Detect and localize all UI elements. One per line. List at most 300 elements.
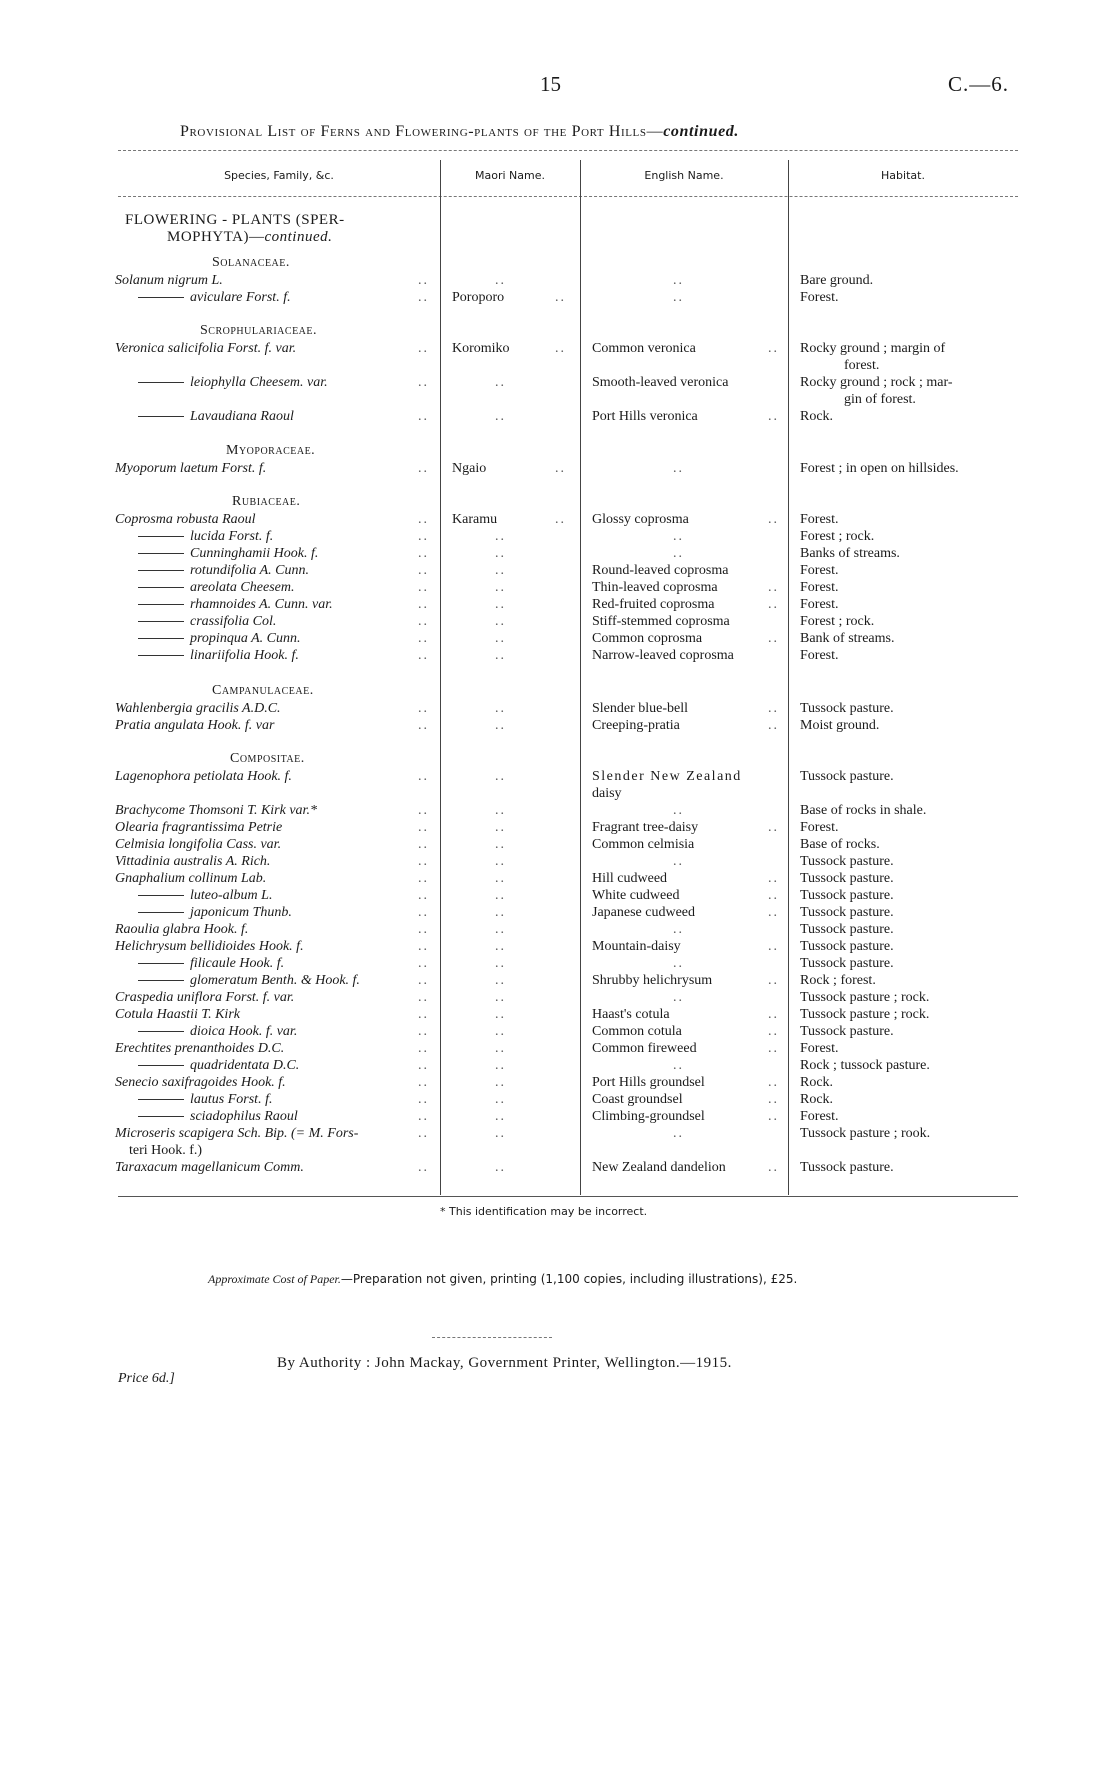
maori-name-cell: .. <box>495 546 506 561</box>
maori-name-cell: .. <box>495 273 506 288</box>
habitat-text-cont: forest. <box>844 358 880 373</box>
species-cell <box>138 545 438 562</box>
habitat-cell <box>800 1074 1020 1091</box>
english-name-cell: .. <box>673 273 684 288</box>
species-cell <box>115 802 415 819</box>
habitat-text: Tussock pasture. <box>800 1024 894 1039</box>
maori-name-cell: .. <box>495 1092 506 1107</box>
habitat-cell <box>800 853 1020 870</box>
leader-dots: .. <box>768 718 779 733</box>
maori-name-cell: .. <box>495 973 506 988</box>
leader-dots: .. <box>768 631 779 646</box>
english-name-cell <box>592 630 787 647</box>
english-name-cell: .. <box>673 803 684 818</box>
habitat-text: Rock ; forest. <box>800 973 876 988</box>
english-name: White cudweed <box>592 888 680 903</box>
leader-dots: .. <box>418 273 429 288</box>
leader-dots: .. <box>418 990 429 1005</box>
leader-dots: .. <box>418 529 429 544</box>
ditto-dash <box>138 1116 184 1117</box>
maori-name-cell: .. <box>495 1024 506 1039</box>
english-name: Common cotula <box>592 1024 682 1039</box>
habitat-cell <box>800 1006 1020 1023</box>
species-cell <box>138 1091 438 1108</box>
ditto-dash <box>138 638 184 639</box>
habitat-text: Forest. <box>800 597 839 612</box>
english-name-cell <box>592 613 787 630</box>
section-heading-cont: continued. <box>264 229 333 245</box>
english-name-cell <box>592 647 787 664</box>
maori-name-cell: .. <box>495 1160 506 1175</box>
species-cell <box>138 887 438 904</box>
habitat-text: Tussock pasture. <box>800 922 894 937</box>
leader-dots: .. <box>768 871 779 886</box>
footnote: * This identification may be incorrect. <box>440 1205 648 1218</box>
ditto-dash <box>138 587 184 588</box>
species-cell <box>138 289 438 306</box>
english-name: Hill cudweed <box>592 871 668 886</box>
maori-name-cell: .. <box>495 905 506 920</box>
habitat-cell <box>800 972 1020 989</box>
habitat-cell <box>800 408 1020 425</box>
leader-dots: .. <box>768 905 779 920</box>
english-name: Common fireweed <box>592 1041 697 1056</box>
english-name-cell <box>592 511 787 528</box>
habitat-cell <box>800 717 1020 734</box>
table-row <box>0 545 1114 562</box>
table-row <box>0 1091 1114 1108</box>
habitat-text: Rocky ground ; rock ; mar- <box>800 375 953 390</box>
species-name: Veronica salicifolia Forst. f. var. <box>115 341 297 356</box>
maori-name-cell: .. <box>495 1007 506 1022</box>
habitat-cell <box>800 836 1020 853</box>
english-name: Slender blue-bell <box>592 701 689 716</box>
table-row <box>0 272 1114 289</box>
leader-dots: .. <box>418 854 429 869</box>
species-name: Craspedia uniflora Forst. f. var. <box>115 990 295 1005</box>
table-row <box>0 408 1114 425</box>
english-name: Japanese cudweed <box>592 905 696 920</box>
maori-name-cell: .. <box>495 769 506 784</box>
table-row <box>0 717 1114 734</box>
table-row <box>0 511 1114 528</box>
english-name: Port Hills veronica <box>592 409 698 424</box>
species-cell <box>138 1108 438 1125</box>
habitat-cell <box>800 870 1020 887</box>
leader-dots: .. <box>418 1075 429 1090</box>
maori-name-cell: .. <box>495 956 506 971</box>
leader-dots: .. <box>418 803 429 818</box>
species-name: Brachycome Thomsoni T. Kirk var.* <box>115 803 317 818</box>
english-name-cell <box>592 408 787 425</box>
species-cell <box>115 989 415 1006</box>
ditto-dash <box>138 912 184 913</box>
species-cell <box>138 647 438 664</box>
english-name-cell <box>592 562 787 579</box>
ditto-dash <box>138 416 184 417</box>
habitat-cell <box>800 938 1020 955</box>
species-cell <box>115 700 415 717</box>
english-name: Narrow-leaved coprosma <box>592 648 734 663</box>
leader-dots: .. <box>418 597 429 612</box>
english-name-cell: .. <box>673 1126 684 1141</box>
table-row <box>0 374 1114 407</box>
species-cell <box>115 768 415 785</box>
species-name: Vittadinia australis A. Rich. <box>115 854 271 869</box>
table-bottom-rule <box>118 1196 1018 1197</box>
species-name: Microseris scapigera Sch. Bip. (= M. Fors- <box>115 1126 359 1141</box>
leader-dots: .. <box>768 973 779 988</box>
english-name-cell <box>592 972 787 989</box>
ditto-dash <box>138 1099 184 1100</box>
english-name-cell <box>592 340 787 357</box>
species-cell <box>115 511 415 528</box>
english-name-cell <box>592 938 787 955</box>
english-name-cell: .. <box>673 546 684 561</box>
ditto-dash <box>138 963 184 964</box>
ditto-dash <box>138 536 184 537</box>
habitat-cell <box>800 340 1020 374</box>
leader-dots: .. <box>418 631 429 646</box>
ditto-dash <box>138 382 184 383</box>
habitat-cell <box>800 460 1020 477</box>
habitat-cell <box>800 647 1020 664</box>
table-row <box>0 1074 1114 1091</box>
table-row <box>0 579 1114 596</box>
table-top-rule <box>118 150 1018 151</box>
english-name: Shrubby helichrysum <box>592 973 713 988</box>
leader-dots: .. <box>768 341 779 356</box>
english-name-cell <box>592 819 787 836</box>
leader-dots: .. <box>555 341 566 356</box>
english-name: Thin-leaved coprosma <box>592 580 718 595</box>
english-name: Common coprosma <box>592 631 703 646</box>
habitat-cell <box>800 802 1020 819</box>
species-cell <box>138 562 438 579</box>
leader-dots: .. <box>768 1109 779 1124</box>
table-row <box>0 904 1114 921</box>
leader-dots: .. <box>418 341 429 356</box>
species-cell <box>115 717 415 734</box>
table-row <box>0 340 1114 373</box>
habitat-text: Tussock pasture. <box>800 956 894 971</box>
habitat-cell <box>800 545 1020 562</box>
maori-name-cell: .. <box>495 375 506 390</box>
leader-dots: .. <box>418 614 429 629</box>
habitat-cell <box>800 1125 1020 1142</box>
english-name: New Zealand dandelion <box>592 1160 726 1175</box>
species-name: japonicum Thunb. <box>190 905 292 920</box>
habitat-text: Forest. <box>800 648 839 663</box>
footer-rule <box>432 1337 552 1338</box>
leader-dots: .. <box>418 701 429 716</box>
habitat-cell <box>800 289 1020 306</box>
english-name-cell <box>592 1074 787 1091</box>
cost-label: Approximate Cost of Paper. <box>208 1272 341 1286</box>
leader-dots: .. <box>418 1092 429 1107</box>
habitat-text: Forest. <box>800 563 839 578</box>
maori-name-cell: .. <box>495 580 506 595</box>
species-cell <box>138 904 438 921</box>
habitat-text: Forest. <box>800 820 839 835</box>
species-name: Wahlenbergia gracilis A.D.C. <box>115 701 281 716</box>
leader-dots: .. <box>418 871 429 886</box>
table-row <box>0 1108 1114 1125</box>
maori-name-cell: .. <box>495 854 506 869</box>
family-heading: Scrophulariaceae. <box>200 323 318 338</box>
english-name-cell: .. <box>673 290 684 305</box>
habitat-text: Tussock pasture. <box>800 871 894 886</box>
section-heading-line2: MOPHYTA)— <box>167 229 265 245</box>
habitat-cell <box>800 562 1020 579</box>
species-name: Helichrysum bellidioides Hook. f. <box>115 939 304 954</box>
ditto-dash <box>138 895 184 896</box>
species-name: leiophylla Cheesem. var. <box>190 375 328 390</box>
habitat-cell <box>800 1091 1020 1108</box>
habitat-cell <box>800 768 1020 785</box>
species-name: Olearia fragrantissima Petrie <box>115 820 283 835</box>
species-cell <box>115 853 415 870</box>
leader-dots: .. <box>555 512 566 527</box>
leader-dots: .. <box>418 837 429 852</box>
table-row <box>0 870 1114 887</box>
species-cell <box>115 819 415 836</box>
leader-dots: .. <box>418 905 429 920</box>
maori-name-cell: Koromiko <box>452 341 510 356</box>
habitat-cell <box>800 989 1020 1006</box>
table-row <box>0 630 1114 647</box>
page-number: 15 <box>540 72 561 96</box>
maori-name-cell: .. <box>495 990 506 1005</box>
table-row <box>0 1159 1114 1176</box>
ditto-dash <box>138 1031 184 1032</box>
habitat-text: Forest. <box>800 290 839 305</box>
leader-dots: .. <box>418 956 429 971</box>
family-heading: Campanulaceae. <box>212 683 314 698</box>
leader-dots: .. <box>768 1075 779 1090</box>
maori-name-cell: .. <box>495 837 506 852</box>
species-cell <box>115 460 415 477</box>
species-name: propinqua A. Cunn. <box>190 631 301 646</box>
leader-dots: .. <box>768 409 779 424</box>
maori-name-cell: .. <box>495 922 506 937</box>
maori-name-cell: .. <box>495 614 506 629</box>
species-name: Myoporum laetum Forst. f. <box>115 461 267 476</box>
english-name-cont: daisy <box>592 786 622 801</box>
maori-name-cell: .. <box>495 529 506 544</box>
species-name: crassifolia Col. <box>190 614 277 629</box>
species-cell <box>115 921 415 938</box>
habitat-cell <box>800 1159 1020 1176</box>
maori-name-cell: .. <box>495 888 506 903</box>
table-row <box>0 1040 1114 1057</box>
leader-dots: .. <box>418 888 429 903</box>
habitat-cell <box>800 819 1020 836</box>
species-name: lucida Forst. f. <box>190 529 274 544</box>
ditto-dash <box>138 297 184 298</box>
table-row <box>0 700 1114 717</box>
family-heading: Solanaceae. <box>212 255 290 270</box>
table-row <box>0 938 1114 955</box>
leader-dots: .. <box>418 546 429 561</box>
english-name: Red-fruited coprosma <box>592 597 715 612</box>
table-row <box>0 528 1114 545</box>
habitat-text: Base of rocks. <box>800 837 880 852</box>
species-cell <box>115 1159 415 1176</box>
species-name: dioica Hook. f. var. <box>190 1024 298 1039</box>
maori-name-cell: .. <box>495 871 506 886</box>
english-name-cell <box>592 1159 787 1176</box>
table-row <box>0 921 1114 938</box>
title-continued: continued. <box>663 123 739 140</box>
habitat-text: Tussock pasture. <box>800 888 894 903</box>
header-bottom-rule <box>118 196 1018 197</box>
species-cell <box>115 340 415 357</box>
price: Price 6d.] <box>118 1371 175 1386</box>
leader-dots: .. <box>418 973 429 988</box>
habitat-cell <box>800 613 1020 630</box>
english-name-cell: .. <box>673 990 684 1005</box>
leader-dots: .. <box>418 375 429 390</box>
habitat-text: Forest ; rock. <box>800 529 875 544</box>
habitat-text: Forest. <box>800 1109 839 1124</box>
habitat-text: Tussock pasture. <box>800 701 894 716</box>
habitat-cell <box>800 904 1020 921</box>
species-name: Senecio saxifragoides Hook. f. <box>115 1075 286 1090</box>
leader-dots: .. <box>768 1160 779 1175</box>
species-name: filicaule Hook. f. <box>190 956 285 971</box>
habitat-cell <box>800 1057 1020 1074</box>
table-row <box>0 460 1114 477</box>
cost-of-paper <box>208 1272 797 1287</box>
habitat-text: Rock. <box>800 409 834 424</box>
species-name: areolata Cheesem. <box>190 580 295 595</box>
ditto-dash <box>138 621 184 622</box>
maori-name-cell: .. <box>495 563 506 578</box>
english-name-cell <box>592 1023 787 1040</box>
habitat-cell <box>800 700 1020 717</box>
table-row <box>0 1057 1114 1074</box>
species-name: Taraxacum magellanicum Comm. <box>115 1160 304 1175</box>
english-name-cell: .. <box>673 956 684 971</box>
table-row <box>0 989 1114 1006</box>
species-name: rhamnoides A. Cunn. var. <box>190 597 333 612</box>
maori-name-cell: .. <box>495 648 506 663</box>
habitat-cell <box>800 955 1020 972</box>
species-name: sciadophilus Raoul <box>190 1109 298 1124</box>
species-name: Coprosma robusta Raoul <box>115 512 256 527</box>
species-cell <box>138 374 438 391</box>
habitat-text: Forest. <box>800 512 839 527</box>
habitat-text: Tussock pasture ; rock. <box>800 1007 930 1022</box>
habitat-cell <box>800 1023 1020 1040</box>
ditto-dash <box>138 655 184 656</box>
english-name-cell <box>592 836 787 853</box>
species-cell <box>115 836 415 853</box>
species-cell <box>115 1074 415 1091</box>
habitat-text: Moist ground. <box>800 718 880 733</box>
leader-dots: .. <box>768 1041 779 1056</box>
species-name: quadridentata D.C. <box>190 1058 300 1073</box>
english-name-cell <box>592 768 787 802</box>
habitat-cell <box>800 1108 1020 1125</box>
species-cell <box>138 408 438 425</box>
english-name-cell <box>592 870 787 887</box>
cost-text: —Preparation not given, printing (1,100 copies, including illustrations), £25. <box>340 1272 798 1286</box>
habitat-cell <box>800 528 1020 545</box>
family-heading: Myoporaceae. <box>226 443 316 458</box>
english-name-cell: .. <box>673 461 684 476</box>
leader-dots: .. <box>418 461 429 476</box>
ditto-dash <box>138 1065 184 1066</box>
leader-dots: .. <box>555 461 566 476</box>
english-name-cell <box>592 904 787 921</box>
table-row <box>0 887 1114 904</box>
species-name: linariifolia Hook. f. <box>190 648 299 663</box>
table-row <box>0 1125 1114 1158</box>
english-name: Climbing-groundsel <box>592 1109 705 1124</box>
leader-dots: .. <box>418 1007 429 1022</box>
species-name: Lavaudiana Raoul <box>190 409 294 424</box>
habitat-text: Rocky ground ; margin of <box>800 341 946 356</box>
english-name-cell: .. <box>673 922 684 937</box>
table-row <box>0 955 1114 972</box>
table-row <box>0 853 1114 870</box>
species-cell <box>138 1057 438 1074</box>
maori-name-cell: .. <box>495 803 506 818</box>
species-cell <box>115 1125 415 1159</box>
species-cell <box>115 870 415 887</box>
maori-name-cell: .. <box>495 701 506 716</box>
document-reference: C.—6. <box>948 72 1010 96</box>
table-row <box>0 289 1114 306</box>
english-name: Fragrant tree-daisy <box>592 820 699 835</box>
habitat-cell <box>800 1040 1020 1057</box>
species-name: Lagenophora petiolata Hook. f. <box>115 769 292 784</box>
maori-name-cell: .. <box>495 939 506 954</box>
english-name-cell <box>592 374 787 391</box>
species-cell <box>115 938 415 955</box>
english-name: Common veronica <box>592 341 696 356</box>
species-name: Celmisia longifolia Cass. var. <box>115 837 282 852</box>
english-name-cell <box>592 1040 787 1057</box>
species-cell <box>138 528 438 545</box>
leader-dots: .. <box>418 939 429 954</box>
habitat-cell <box>800 887 1020 904</box>
maori-name-cell: .. <box>495 820 506 835</box>
habitat-text: Tussock pasture ; rook. <box>800 1126 931 1141</box>
english-name-cell <box>592 596 787 613</box>
habitat-text: Base of rocks in shale. <box>800 803 927 818</box>
leader-dots: .. <box>418 648 429 663</box>
maori-name-cell: .. <box>495 1126 506 1141</box>
habitat-text: Forest ; in open on hillsides. <box>800 461 959 476</box>
section-heading <box>125 212 345 246</box>
maori-name-cell: .. <box>495 718 506 733</box>
english-name: Stiff-stemmed coprosma <box>592 614 730 629</box>
habitat-text: Tussock pasture. <box>800 769 894 784</box>
species-name: Gnaphalium collinum Lab. <box>115 871 267 886</box>
maori-name-cell: .. <box>495 409 506 424</box>
section-heading-line1: FLOWERING - PLANTS (SPER- <box>125 212 345 228</box>
table-row <box>0 819 1114 836</box>
leader-dots: .. <box>768 888 779 903</box>
habitat-text: Bank of streams. <box>800 631 895 646</box>
english-name: Glossy coprosma <box>592 512 689 527</box>
table-row <box>0 802 1114 819</box>
species-cell <box>115 1006 415 1023</box>
species-name: Pratia angulata Hook. f. var <box>115 718 275 733</box>
